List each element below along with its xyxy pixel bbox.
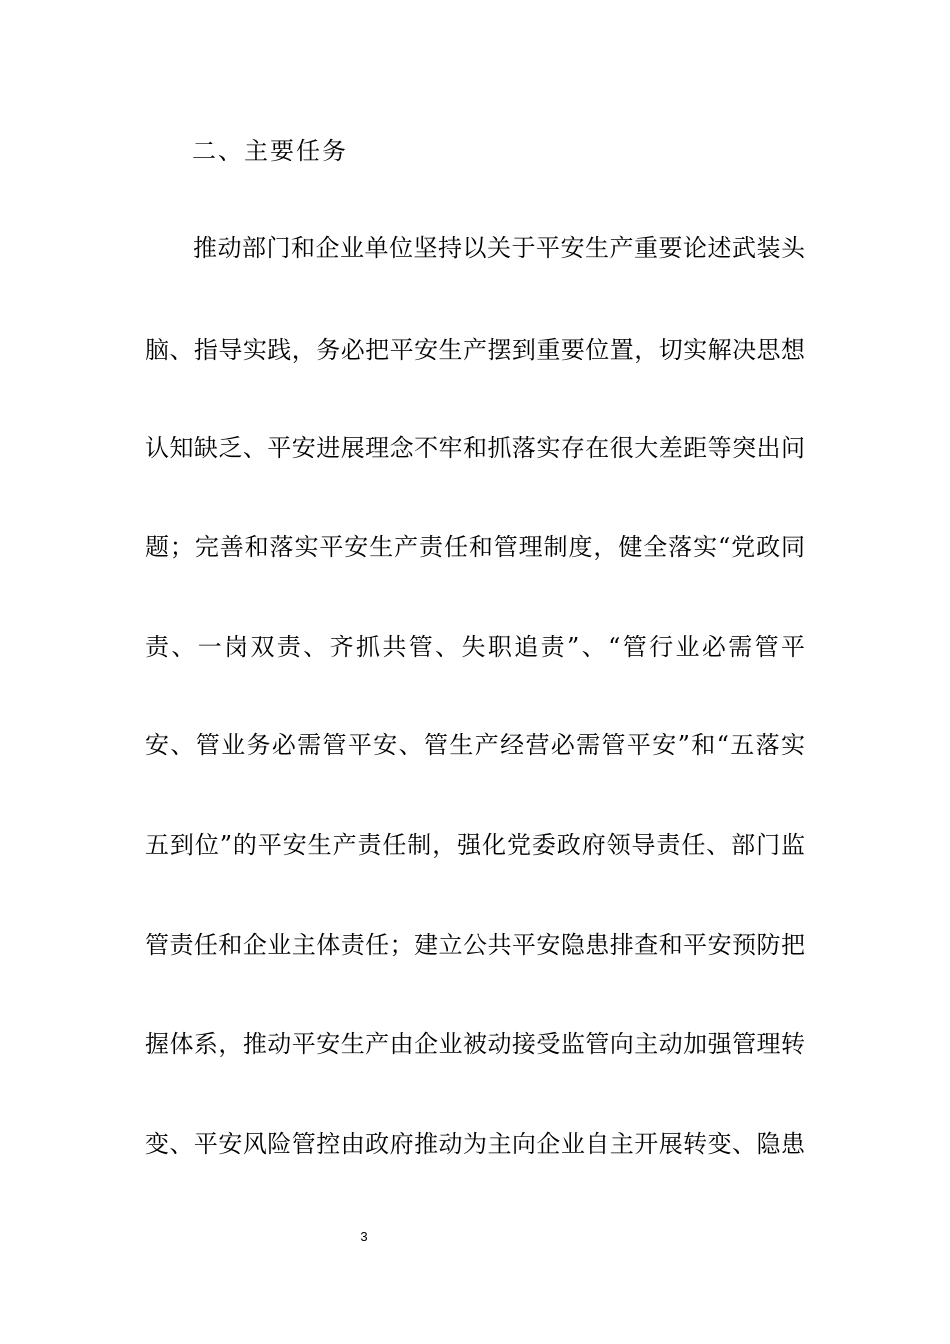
paragraph-line-10: 变、平安风险管控由政府推动为主向企业自主开展转变、隐患 — [145, 1130, 805, 1158]
paragraph-line-6: 安、管业务必需管平安、管生产经营必需管平安”和“五落实 — [145, 731, 805, 759]
paragraph-line-5: 责、一岗双责、齐抓共管、失职追责”、“管行业必需管平 — [145, 633, 805, 661]
paragraph-line-7: 五到位”的平安生产责任制，强化党委政府领导责任、部门监 — [145, 831, 805, 859]
paragraph-line-3: 认知缺乏、平安进展理念不牢和抓落实存在很大差距等突出问 — [145, 434, 805, 462]
paragraph-line-9: 握体系，推动平安生产由企业被动接受监管向主动加强管理转 — [145, 1030, 805, 1058]
paragraph-line-8: 管责任和企业主体责任；建立公共平安隐患排查和平安预防把 — [145, 931, 805, 959]
section-heading: 二、主要任务 — [192, 137, 348, 165]
paragraph-line-2: 脑、指导实践，务必把平安生产摆到重要位置，切实解决思想 — [145, 336, 805, 364]
page-number: 3 — [360, 1229, 368, 1244]
paragraph-line-4: 题；完善和落实平安生产责任和管理制度，健全落实“党政同 — [145, 533, 805, 561]
paragraph-line-1: 推动部门和企业单位坚持以关于平安生产重要论述武装头 — [193, 234, 805, 262]
